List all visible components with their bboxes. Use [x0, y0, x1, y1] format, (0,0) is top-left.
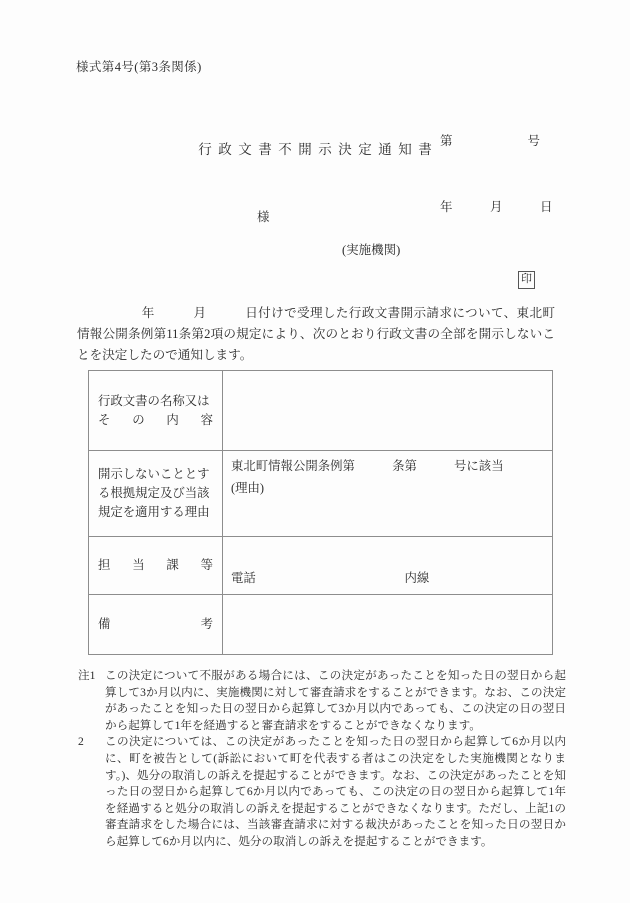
phone-extension-line: 電話 内線: [231, 571, 430, 585]
label-line-3: 規定を適用する理由: [98, 505, 210, 519]
form-number: 様式第4号(第3条関係): [76, 60, 202, 74]
label-line-1: 行政文書の名称又は: [98, 393, 210, 408]
page-title: 行政文書不開示決定通知書: [198, 142, 439, 157]
row-value-remarks[interactable]: [223, 595, 553, 655]
label-line-1: 備考: [98, 617, 213, 631]
label-line-1: 開示しないこととす: [98, 467, 210, 481]
label-line-1: 担当課等: [98, 558, 213, 572]
table-row: [89, 371, 553, 451]
ordinance-clause-line: 東北町情報公開条例第 条第 号に該当: [231, 459, 504, 473]
footnote-marker: 2: [78, 735, 84, 749]
table-row: [89, 451, 553, 537]
table-row: [89, 537, 553, 595]
decision-form-table: [88, 370, 553, 655]
row-value-nondisclosure-basis[interactable]: [223, 451, 553, 537]
row-label-remarks: [89, 595, 223, 655]
document-date-line: 年 月 日: [440, 200, 553, 214]
issuing-agency-label: (実施機関): [342, 243, 401, 257]
row-label-document-name: [89, 371, 223, 451]
row-label-nondisclosure-basis: [89, 451, 223, 537]
footnote-text: この決定について不服がある場合には、この決定があったことを知った日の翌日から起算して3か月以内に、実施機関に対して審査請求をすることができます。なお、この決定があったことを知った日の翌日から起算して3か月以内であっても、この決定の日の翌日から起算して1年を経過すると審査請求をすることができなくなります。: [105, 669, 566, 732]
seal-stamp-icon: 印: [518, 271, 535, 289]
label-line-2: る根拠規定及び当該: [98, 486, 210, 500]
footnote-marker: 注1: [78, 669, 96, 682]
footnote-text: この決定については、この決定があったことを知った日の翌日から起算して6か月以内に、町を被告として(訴訟において町を代表する者はこの決定をした実施機関となります。)、処分の取消しの訴えを提起することができます。なお、この決定があったことを知った日の翌日から起算して6か月以内であっても、この決定の日の翌日から起算して1年を経過すると処分の取消しの訴えを提起することができなくなります。ただし、上記1の審査請求をした場合には、当該審査請求に対する裁決があったことを知った日の翌日から起算して6か月以内に、処分の取消しの訴えを提起することができます。: [105, 735, 566, 848]
document-number-line: 第 号: [440, 134, 541, 148]
document-number-date-block: [440, 86, 553, 262]
footnote-item: [78, 668, 566, 734]
footnotes: [78, 668, 566, 851]
row-value-document-name[interactable]: [223, 371, 553, 451]
row-value-department[interactable]: [223, 537, 553, 595]
addressee-sama: 様: [257, 210, 270, 224]
footnote-item: [78, 734, 566, 850]
row-label-department: [89, 537, 223, 595]
reason-label: (理由): [231, 481, 265, 495]
label-line-2: その内容: [98, 412, 213, 427]
table-row: [89, 595, 553, 655]
body-paragraph: 年 月 日付けで受理した行政文書開示請求について、東北町情報公開条例第11条第2項の規定により、次のとおり行政文書の全部を開示しないことを決定したので通知します。: [77, 306, 555, 362]
